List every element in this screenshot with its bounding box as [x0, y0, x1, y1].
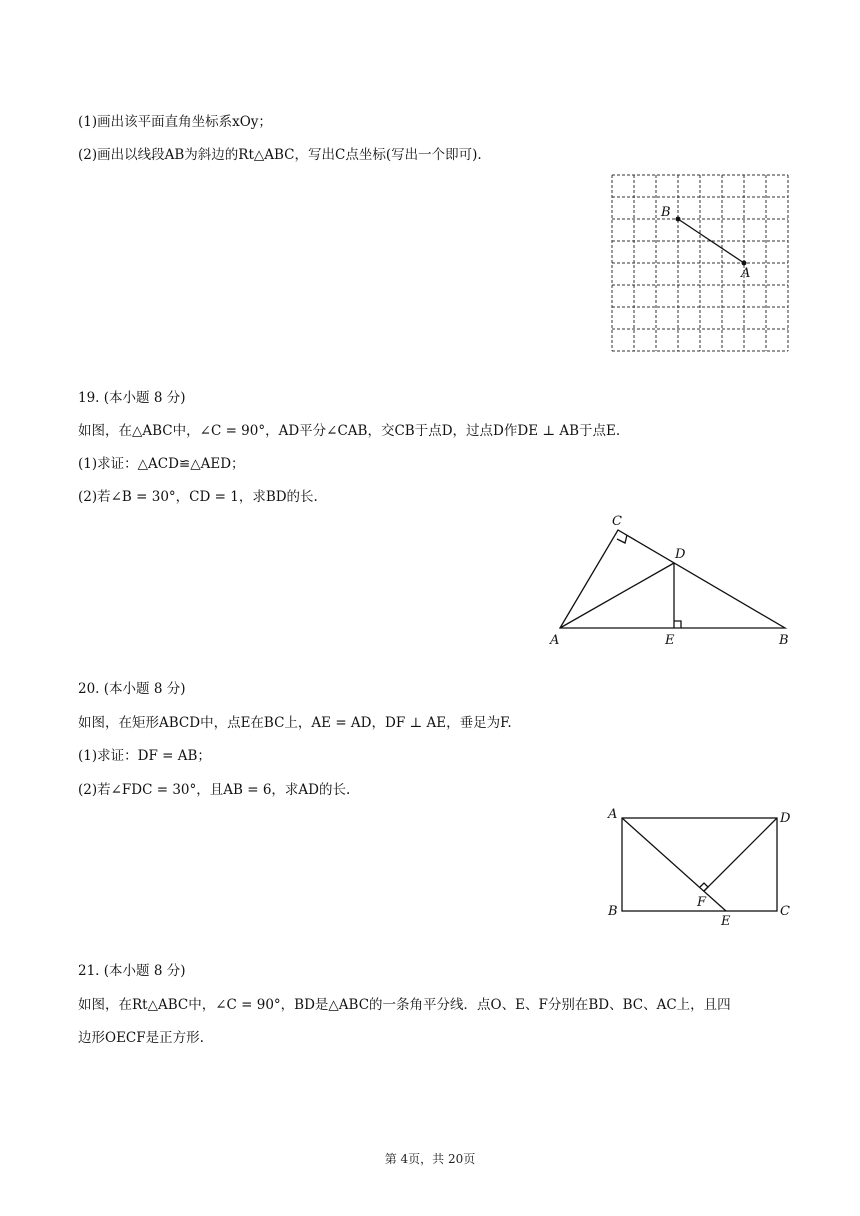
- label-b: B: [661, 205, 671, 220]
- label-a: A: [608, 807, 618, 822]
- label-a: A: [741, 266, 751, 281]
- label-c: C: [780, 904, 790, 919]
- label-a: A: [550, 633, 560, 648]
- label-d: D: [675, 547, 686, 562]
- q18-grid-figure: [605, 168, 795, 354]
- point-b: [676, 217, 681, 222]
- q20-rectangle-figure: [600, 800, 800, 930]
- right-angle-mark-f: [700, 883, 708, 891]
- q19-part2: (2)若∠B = 30°，CD = 1，求BD的长.: [78, 489, 318, 505]
- q20-part1: (1)求证：DF = AB；: [78, 748, 211, 764]
- right-angle-mark-c: [617, 535, 627, 543]
- segment-ae: [622, 818, 726, 911]
- label-d: D: [780, 811, 791, 826]
- q21-stem-line1: 如图，在Rt△ABC中，∠C = 90°，BD是△ABC的一条角平分线．点O、E、F分别在BD、BC、AC上，且四: [78, 997, 731, 1013]
- label-e: E: [665, 633, 675, 648]
- q18-part1: (1)画出该平面直角坐标系xOy；: [78, 114, 272, 130]
- q19-stem: 如图，在△ABC中，∠C = 90°，AD平分∠CAB，交CB于点D，过点D作DE ⊥ AB于点E.: [78, 423, 621, 439]
- right-angle-mark-e: [674, 621, 681, 628]
- point-a: [742, 261, 747, 266]
- label-e: E: [721, 914, 731, 929]
- label-f: F: [697, 895, 707, 910]
- q19-triangle-figure: [545, 508, 800, 653]
- q18-part2: (2)画出以线段AB为斜边的Rt△ABC，写出C点坐标(写出一个即可).: [78, 147, 482, 163]
- q20-part2: (2)若∠FDC = 30°，且AB = 6，求AD的长.: [78, 782, 351, 798]
- q20-header: 20. (本小题 8 分): [78, 681, 186, 697]
- triangle-abc: [560, 530, 785, 628]
- q21-header: 21. (本小题 8 分): [78, 963, 186, 979]
- q19-header: 19. (本小题 8 分): [78, 390, 186, 406]
- dashed-grid: [612, 175, 788, 351]
- label-b: B: [779, 633, 789, 648]
- q20-stem: 如图，在矩形ABCD中，点E在BC上，AE = AD，DF ⊥ AE，垂足为F.: [78, 715, 512, 731]
- q21-stem-line2: 边形OECF是正方形.: [78, 1030, 204, 1046]
- segment-df: [704, 818, 777, 891]
- page-footer: 第 4页，共 20页: [384, 1152, 476, 1166]
- segment-ad: [560, 563, 674, 628]
- label-c: C: [612, 514, 622, 529]
- label-b: B: [608, 904, 618, 919]
- q19-part1: (1)求证：△ACD≌△AED；: [78, 456, 245, 472]
